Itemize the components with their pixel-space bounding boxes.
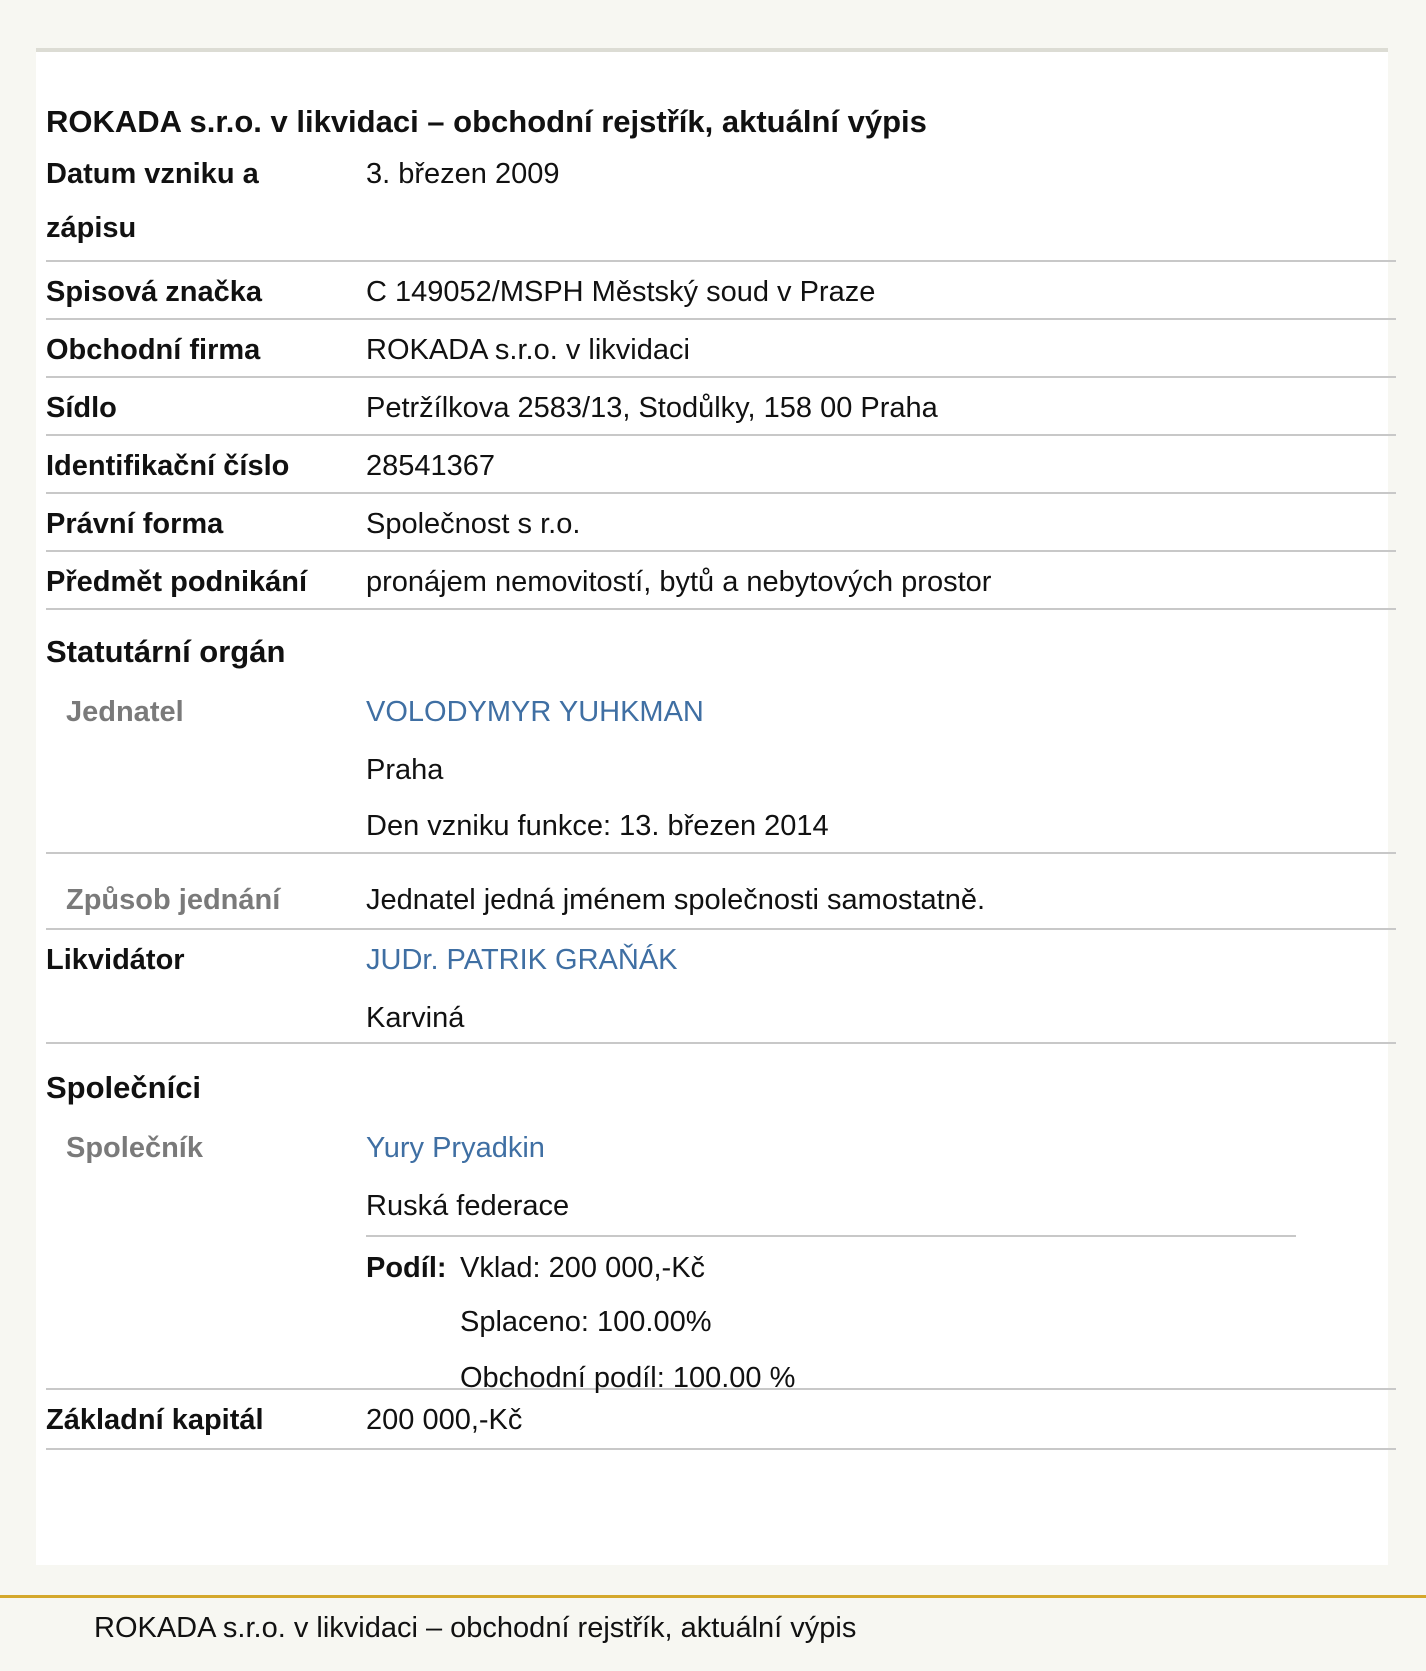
label-business-activity: Předmět podnikání [46, 566, 308, 598]
row-seat [46, 378, 1396, 436]
label-seat: Sídlo [46, 392, 117, 424]
footer [0, 1595, 1426, 1671]
row-founding-date [46, 144, 1396, 262]
partner-name-link[interactable]: Yury Pryadkin [366, 1132, 545, 1164]
page-title: ROKADA s.r.o. v likvidaci – obchodní rejstřík, aktuální výpis [46, 104, 927, 139]
jednatel-since: Den vzniku funkce: 13. březen 2014 [366, 810, 829, 842]
value-partner [366, 1118, 569, 1234]
label-partner: Společník [66, 1132, 203, 1164]
value-seat: Petržílkova 2583/13, Stodůlky, 158 00 Praha [366, 392, 938, 424]
jednatel-name-link[interactable]: VOLODYMYR YUHKMAN [366, 696, 704, 728]
liquidator-name-link[interactable]: JUDr. PATRIK GRAŇÁK [366, 944, 678, 976]
row-company-id [46, 436, 1396, 494]
value-manner: Jednatel jedná jménem společnosti samostatně. [366, 884, 986, 916]
row-legal-form [46, 494, 1396, 552]
value-liquidator [366, 930, 678, 1046]
label-jednatel: Jednatel [66, 696, 184, 728]
value-company-id: 28541367 [366, 450, 496, 482]
row-business-name [46, 320, 1396, 378]
label-company-id: Identifikační číslo [46, 450, 290, 482]
row-partner [46, 1118, 1396, 1394]
label-manner: Způsob jednání [66, 884, 281, 916]
section-partners: Společníci [46, 1070, 202, 1105]
value-business-activity: pronájem nemovitostí, bytů a nebytových prostor [366, 566, 992, 598]
row-business-activity [46, 552, 1396, 610]
row-jednatel [46, 682, 1396, 854]
label-legal-form: Právní forma [46, 508, 224, 540]
share-business-share: Obchodní podíl: 100.00 % [460, 1362, 796, 1394]
value-capital: 200 000,-Kč [366, 1404, 523, 1436]
value-business-name: ROKADA s.r.o. v likvidaci [366, 334, 690, 366]
jednatel-place: Praha [366, 754, 444, 786]
label-line-2: zápisu [46, 212, 137, 244]
label-capital: Základní kapitál [46, 1404, 264, 1436]
value-founding-date: 3. březen 2009 [366, 158, 560, 190]
row-liquidator [46, 930, 1396, 1044]
partner-country: Ruská federace [366, 1190, 570, 1222]
partner-divider [366, 1235, 1296, 1237]
share-deposit: Vklad: 200 000,-Kč [460, 1252, 706, 1284]
label-business-name: Obchodní firma [46, 334, 261, 366]
share-label: Podíl: [366, 1252, 447, 1284]
value-file-number: C 149052/MSPH Městský soud v Praze [366, 276, 876, 308]
label-founding-date [46, 144, 259, 256]
row-capital [46, 1390, 1396, 1450]
row-file-number [46, 262, 1396, 320]
footer-text: ROKADA s.r.o. v likvidaci – obchodní rejstřík, aktuální výpis [94, 1612, 857, 1644]
label-line-1: Datum vzniku a [46, 158, 259, 190]
value-jednatel [366, 682, 829, 854]
label-file-number: Spisová značka [46, 276, 262, 308]
value-legal-form: Společnost s r.o. [366, 508, 581, 540]
section-statutory: Statutární orgán [46, 634, 286, 669]
row-manner-of-acting [46, 860, 1396, 930]
registry-card [36, 48, 1388, 1565]
liquidator-place: Karviná [366, 1002, 465, 1034]
label-liquidator: Likvidátor [46, 944, 185, 976]
share-paid: Splaceno: 100.00% [460, 1306, 712, 1338]
share-details [460, 1238, 795, 1406]
